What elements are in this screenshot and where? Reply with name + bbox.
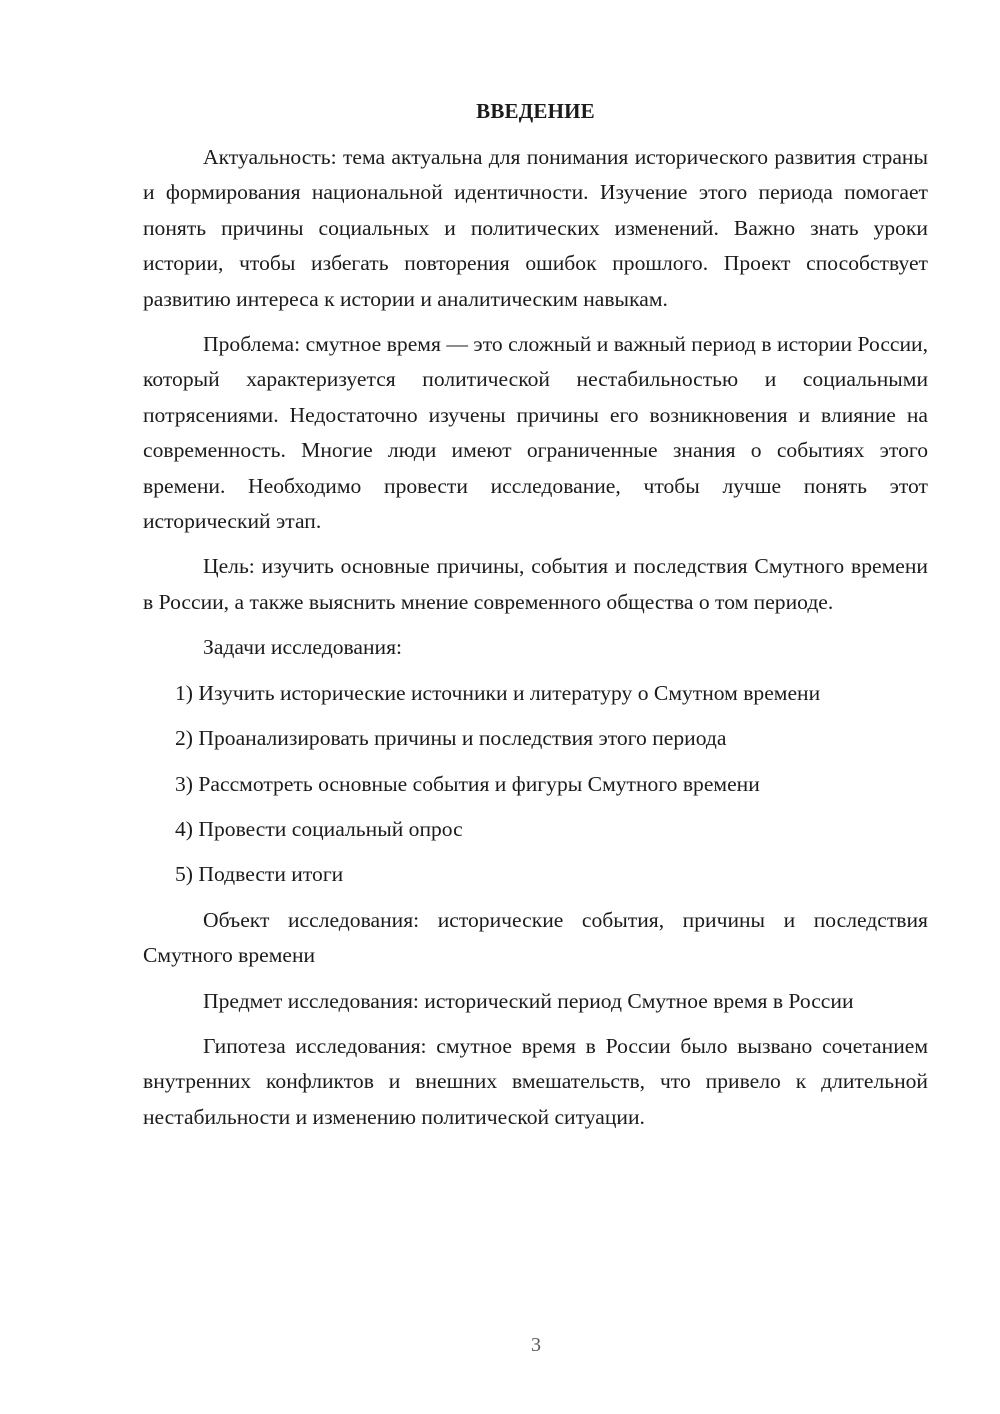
tasks-list <box>143 676 928 893</box>
paragraph-goal: Цель: изучить основные причины, события и последствия Смутного времени в России, а также выяснить мнение современного общества о том периоде. <box>143 554 928 614</box>
paragraph-relevance: Актуальность: тема актуальна для понимания исторического развития страны и формирования национальной идентичности. Изучение этого периода помогает понять причины социальных и политических изменений. Важно знать уроки истории, чтобы избегать повторения ошибок прошлого. Проект способствует развитию интереса к истории и аналитическим навыкам. <box>143 145 928 311</box>
list-item: 1) Изучить исторические источники и литературу о Смутном времени <box>175 680 821 705</box>
paragraph-subject: Предмет исследования: исторический период Смутное время в России <box>203 988 854 1013</box>
list-item: 5) Подвести итоги <box>175 862 344 887</box>
paragraph-problem: Проблема: смутное время — это сложный и важный период в истории России, который характеризуется политической нестабильностью и социальными потрясениями. Недостаточно изучены причины его возникновения и влияние на современность. Многие люди имеют ограниченные знания о событиях этого времени. Необходимо провести исследование, чтобы лучше понять этот исторический этап. <box>143 332 928 534</box>
page-title: ВВЕДЕНИЕ <box>476 99 595 123</box>
list-item: 3) Рассмотреть основные события и фигуры Смутного времени <box>175 771 760 796</box>
paragraph-object: Объект исследования: исторические события, причины и последствия Смутного времени <box>143 907 928 968</box>
paragraph-tasks-heading: Задачи исследования: <box>203 635 403 660</box>
document-body <box>143 98 928 1145</box>
list-item: 2) Проанализировать причины и последствия этого периода <box>175 726 727 751</box>
list-item: 4) Провести социальный опрос <box>175 816 463 841</box>
paragraph-hypothesis: Гипотеза исследования: смутное время в России было вызвано сочетанием внутренних конфликтов и внешних вмешательств, что привело к длительной нестабильности и изменению политической ситуации. <box>143 1033 928 1129</box>
page-number: 3 <box>531 1334 541 1356</box>
